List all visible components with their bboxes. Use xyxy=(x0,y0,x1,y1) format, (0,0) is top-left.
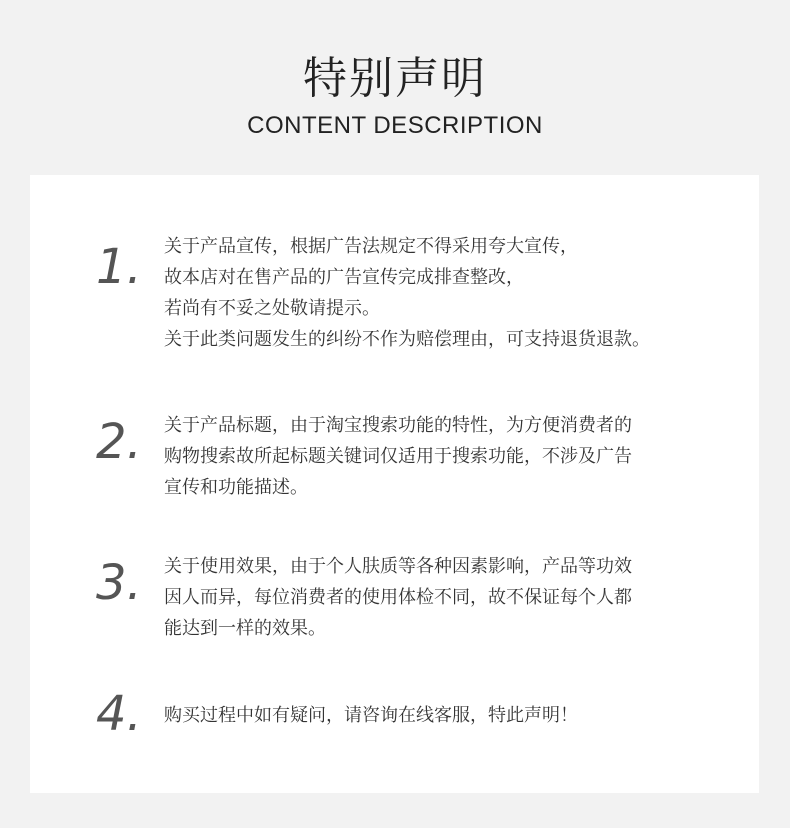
item-line: 关于产品宣传，根据广告法规定不得采用夸大宣传， xyxy=(164,236,578,257)
item-number: 3. xyxy=(96,555,142,611)
item-text xyxy=(164,231,744,355)
page-subtitle: CONTENT DESCRIPTION xyxy=(247,112,543,139)
header xyxy=(0,0,790,175)
item-line: 宣传和功能描述。 xyxy=(164,477,308,498)
item-line: 若尚有不妥之处敬请提示。 xyxy=(164,298,380,319)
item-line: 购物搜索故所起标题关键词仅适用于搜索功能，不涉及广告 xyxy=(164,446,632,467)
item-line: 因人而异，每位消费者的使用体检不同，故不保证每个人都 xyxy=(164,587,632,608)
item-line: 关于产品标题，由于淘宝搜索功能的特性，为方便消费者的 xyxy=(164,415,632,436)
item-text xyxy=(164,410,744,503)
page-title: 特别声明 xyxy=(303,53,487,104)
item-line: 关于使用效果，由于个人肤质等各种因素影响，产品等功效 xyxy=(164,556,632,577)
item-number: 4. xyxy=(96,686,142,742)
item-line: 关于此类问题发生的纠纷不作为赔偿理由，可支持退货退款。 xyxy=(164,329,650,350)
description-panel xyxy=(30,175,759,793)
item-line: 购买过程中如有疑问，请咨询在线客服，特此声明！ xyxy=(164,705,578,726)
item-number: 1. xyxy=(96,239,142,295)
item-text xyxy=(164,700,744,731)
item-line: 能达到一样的效果。 xyxy=(164,618,326,639)
item-text xyxy=(164,551,744,644)
item-line: 故本店对在售产品的广告宣传完成排查整改， xyxy=(164,267,524,288)
item-number: 2. xyxy=(96,414,142,470)
